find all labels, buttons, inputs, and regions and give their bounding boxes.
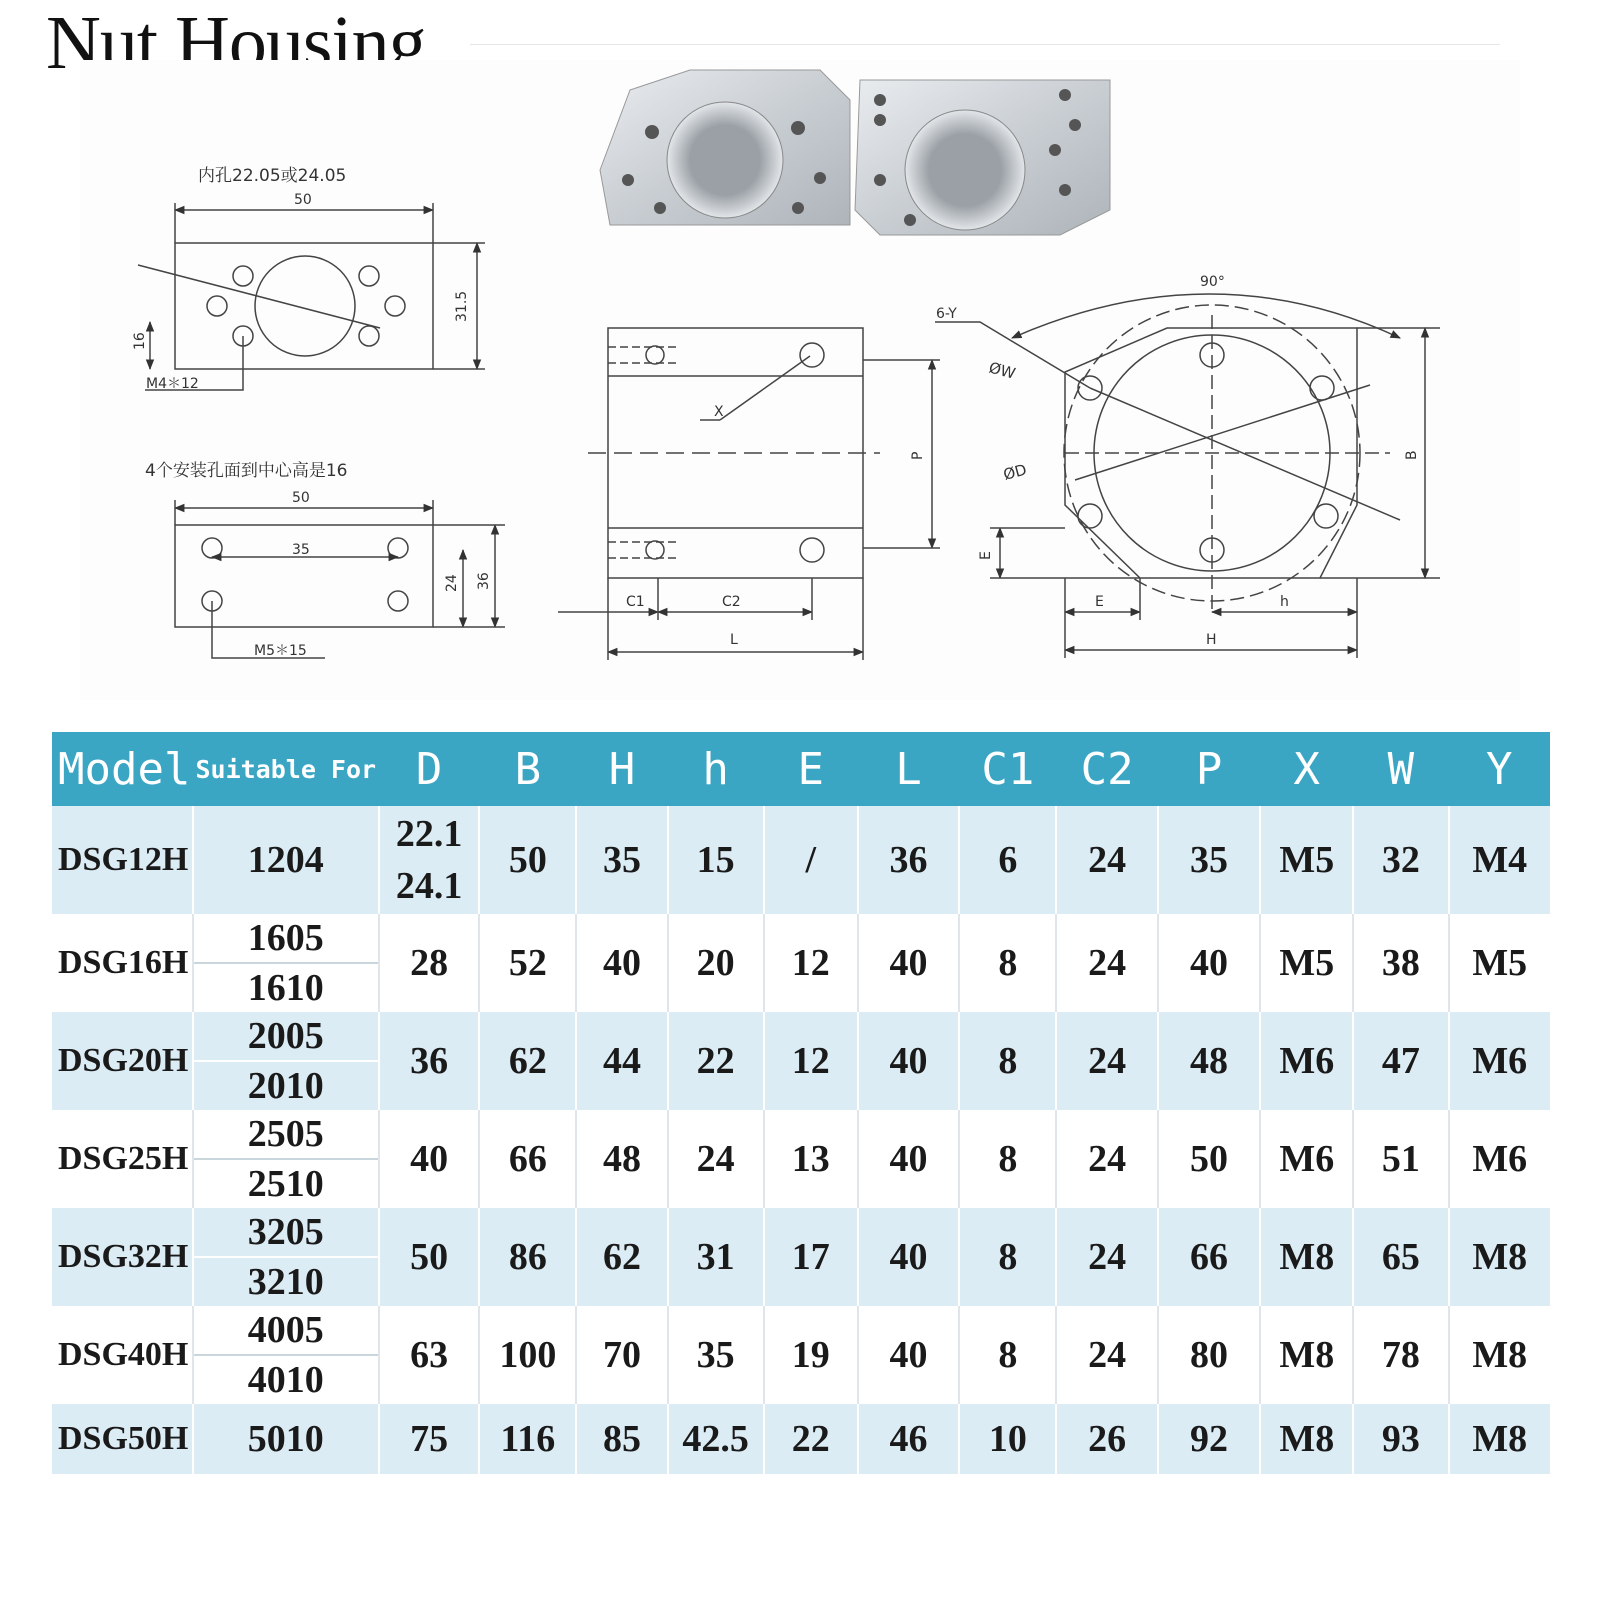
- cell-suitable: [193, 1306, 379, 1404]
- cell-x: M8: [1260, 1306, 1353, 1404]
- table-row: [52, 1110, 1550, 1208]
- front-view-h-big: H: [1206, 632, 1217, 648]
- cell-b: 50: [479, 806, 576, 914]
- cell-suitable: 5010: [193, 1404, 379, 1474]
- cell-e: 13: [764, 1110, 858, 1208]
- cell-l: 46: [858, 1404, 959, 1474]
- front-view-angle: 90°: [1200, 274, 1225, 290]
- front-view-y: 6-Y: [936, 306, 957, 322]
- cell-p: 66: [1158, 1208, 1260, 1306]
- front-view-e-vertical: E: [978, 551, 994, 560]
- cell-p: 40: [1158, 914, 1260, 1012]
- cell-h-big: 85: [576, 1404, 667, 1474]
- cell-x: M6: [1260, 1110, 1353, 1208]
- col-header-h-big: H: [576, 732, 667, 806]
- side-view-x: X: [714, 404, 724, 420]
- cell-b: 62: [479, 1012, 576, 1110]
- bottom-view-width: 50: [292, 490, 310, 506]
- col-header-h-small: h: [668, 732, 764, 806]
- cell-c1: 10: [959, 1404, 1056, 1474]
- cell-suitable: [193, 914, 379, 1012]
- cell-h-small: 42.5: [668, 1404, 764, 1474]
- cell-b: 52: [479, 914, 576, 1012]
- table-header-row: [52, 732, 1550, 806]
- cell-suitable-first: 3205: [194, 1208, 378, 1258]
- cell-c1: 8: [959, 1306, 1056, 1404]
- cell-model: DSG16H: [52, 914, 193, 1012]
- cell-model: DSG50H: [52, 1404, 193, 1474]
- cell-e: 17: [764, 1208, 858, 1306]
- col-header-b: B: [479, 732, 576, 806]
- cell-x: M6: [1260, 1012, 1353, 1110]
- cell-y: M6: [1449, 1012, 1551, 1110]
- cell-y: M8: [1449, 1306, 1551, 1404]
- technical-drawing: [80, 60, 1520, 700]
- cell-w: 38: [1353, 914, 1448, 1012]
- cell-x: M5: [1260, 806, 1353, 914]
- col-header-l: L: [858, 732, 959, 806]
- cell-w: 93: [1353, 1404, 1448, 1474]
- cell-model: DSG25H: [52, 1110, 193, 1208]
- cell-suitable-first: 4005: [194, 1306, 378, 1356]
- cell-h-small: 20: [668, 914, 764, 1012]
- col-header-x: X: [1260, 732, 1353, 806]
- top-view-note: 内孔22.05或24.05: [198, 166, 347, 186]
- side-view-c2: C2: [722, 594, 741, 610]
- cell-y: M5: [1449, 914, 1551, 1012]
- cell-h-small: 35: [668, 1306, 764, 1404]
- cell-w: 47: [1353, 1012, 1448, 1110]
- cell-w: 65: [1353, 1208, 1448, 1306]
- col-header-d: D: [379, 732, 479, 806]
- cell-x: M5: [1260, 914, 1353, 1012]
- cell-d: 40: [379, 1110, 479, 1208]
- page-title: Nut Housing: [46, 1, 426, 85]
- top-view-height: 31.5: [454, 290, 470, 322]
- col-header-y: Y: [1449, 732, 1551, 806]
- cell-l: 40: [858, 1208, 959, 1306]
- col-header-e: E: [764, 732, 858, 806]
- cell-p: 80: [1158, 1306, 1260, 1404]
- table-row: [52, 1012, 1550, 1110]
- cell-d: 75: [379, 1404, 479, 1474]
- front-view-b: B: [1404, 450, 1420, 460]
- cell-suitable-first: 2505: [194, 1110, 378, 1160]
- cell-h-big: 48: [576, 1110, 667, 1208]
- top-view-width: 50: [294, 192, 312, 208]
- cell-h-small: 24: [668, 1110, 764, 1208]
- front-view-h-small: h: [1280, 594, 1289, 610]
- cell-b: 100: [479, 1306, 576, 1404]
- front-view-e-horizontal: E: [1095, 594, 1104, 610]
- cell-b: 66: [479, 1110, 576, 1208]
- table-row: [52, 806, 1550, 914]
- cell-x: M8: [1260, 1404, 1353, 1474]
- col-header-w: W: [1353, 732, 1448, 806]
- cell-w: 51: [1353, 1110, 1448, 1208]
- spec-table: [52, 732, 1550, 1474]
- top-view-offset: 16: [132, 332, 148, 350]
- cell-c2: 24: [1056, 1306, 1157, 1404]
- cell-l: 40: [858, 1110, 959, 1208]
- side-view-c1: C1: [626, 594, 645, 610]
- cell-l: 40: [858, 914, 959, 1012]
- cell-h-big: 62: [576, 1208, 667, 1306]
- cell-y: M8: [1449, 1404, 1551, 1474]
- cell-suitable-first: 1605: [194, 914, 378, 964]
- bottom-view-spacing: 35: [292, 542, 310, 558]
- cell-e: 12: [764, 914, 858, 1012]
- cell-d: 63: [379, 1306, 479, 1404]
- cell-suitable: 1204: [193, 806, 379, 914]
- col-header-c1: C1: [959, 732, 1056, 806]
- cell-c2: 24: [1056, 914, 1157, 1012]
- cell-h-small: 15: [668, 806, 764, 914]
- table-row: [52, 914, 1550, 1012]
- cell-suitable: [193, 1208, 379, 1306]
- cell-x: M8: [1260, 1208, 1353, 1306]
- cell-d: [379, 806, 479, 914]
- cell-p: 50: [1158, 1110, 1260, 1208]
- cell-d: 28: [379, 914, 479, 1012]
- product-photo: [600, 70, 1110, 235]
- cell-suitable-second: 1610: [247, 967, 324, 1009]
- cell-c2: 24: [1056, 1012, 1157, 1110]
- col-header-suitable: Suitable For: [193, 732, 379, 806]
- cell-e: 22: [764, 1404, 858, 1474]
- cell-l: 40: [858, 1012, 959, 1110]
- col-header-model: Model: [52, 732, 193, 806]
- cell-model: DSG12H: [52, 806, 193, 914]
- cell-suitable-second: 3210: [247, 1261, 324, 1303]
- cell-c1: 6: [959, 806, 1056, 914]
- cell-h-small: 22: [668, 1012, 764, 1110]
- cell-h-small: 31: [668, 1208, 764, 1306]
- cell-h-big: 70: [576, 1306, 667, 1404]
- cell-model: DSG40H: [52, 1306, 193, 1404]
- cell-h-big: 44: [576, 1012, 667, 1110]
- cell-c1: 8: [959, 1012, 1056, 1110]
- cell-c2: 24: [1056, 1110, 1157, 1208]
- cell-c2: 24: [1056, 806, 1157, 914]
- cell-c2: 24: [1056, 1208, 1157, 1306]
- cell-y: M8: [1449, 1208, 1551, 1306]
- front-view-d: ØD: [1001, 460, 1029, 484]
- cell-suitable-second: 2510: [247, 1163, 324, 1205]
- cell-p: 35: [1158, 806, 1260, 914]
- bottom-view-note: 4个安装孔面到中心高是16: [145, 461, 348, 481]
- cell-suitable: [193, 1110, 379, 1208]
- side-view-l: L: [730, 632, 738, 648]
- bottom-view-h1: 24: [444, 574, 460, 592]
- bottom-view-screw: M5＊15: [254, 643, 307, 659]
- table-row: [52, 1306, 1550, 1404]
- cell-l: 36: [858, 806, 959, 914]
- cell-e: /: [764, 806, 858, 914]
- cell-d: 36: [379, 1012, 479, 1110]
- cell-e: 19: [764, 1306, 858, 1404]
- col-header-c2: C2: [1056, 732, 1157, 806]
- cell-suitable-first: 2005: [194, 1012, 378, 1062]
- cell-c1: 8: [959, 1110, 1056, 1208]
- cell-d-first: 22.1: [395, 813, 463, 855]
- cell-d: 50: [379, 1208, 479, 1306]
- title-divider: [470, 44, 1500, 45]
- cell-c1: 8: [959, 914, 1056, 1012]
- cell-c2: 26: [1056, 1404, 1157, 1474]
- cell-suitable-second: 2010: [247, 1065, 324, 1107]
- cell-b: 116: [479, 1404, 576, 1474]
- cell-e: 12: [764, 1012, 858, 1110]
- cell-w: 32: [1353, 806, 1448, 914]
- cell-b: 86: [479, 1208, 576, 1306]
- cell-p: 92: [1158, 1404, 1260, 1474]
- top-view: [138, 203, 485, 390]
- cell-suitable: [193, 1012, 379, 1110]
- side-view: [558, 328, 940, 660]
- cell-c1: 8: [959, 1208, 1056, 1306]
- side-view-p: P: [910, 451, 926, 460]
- col-header-p: P: [1158, 732, 1260, 806]
- cell-w: 78: [1353, 1306, 1448, 1404]
- cell-l: 40: [858, 1306, 959, 1404]
- cell-suitable-second: 4010: [247, 1359, 324, 1401]
- bottom-view-h2: 36: [476, 572, 492, 590]
- table-row: [52, 1208, 1550, 1306]
- cell-y: M4: [1449, 806, 1551, 914]
- cell-model: DSG20H: [52, 1012, 193, 1110]
- front-view-w: ØW: [986, 358, 1018, 383]
- top-view-screw: M4＊12: [146, 376, 199, 392]
- cell-y: M6: [1449, 1110, 1551, 1208]
- cell-d-second: 24.1: [395, 865, 463, 907]
- cell-h-big: 40: [576, 914, 667, 1012]
- cell-p: 48: [1158, 1012, 1260, 1110]
- table-row: [52, 1404, 1550, 1474]
- cell-model: DSG32H: [52, 1208, 193, 1306]
- cell-h-big: 35: [576, 806, 667, 914]
